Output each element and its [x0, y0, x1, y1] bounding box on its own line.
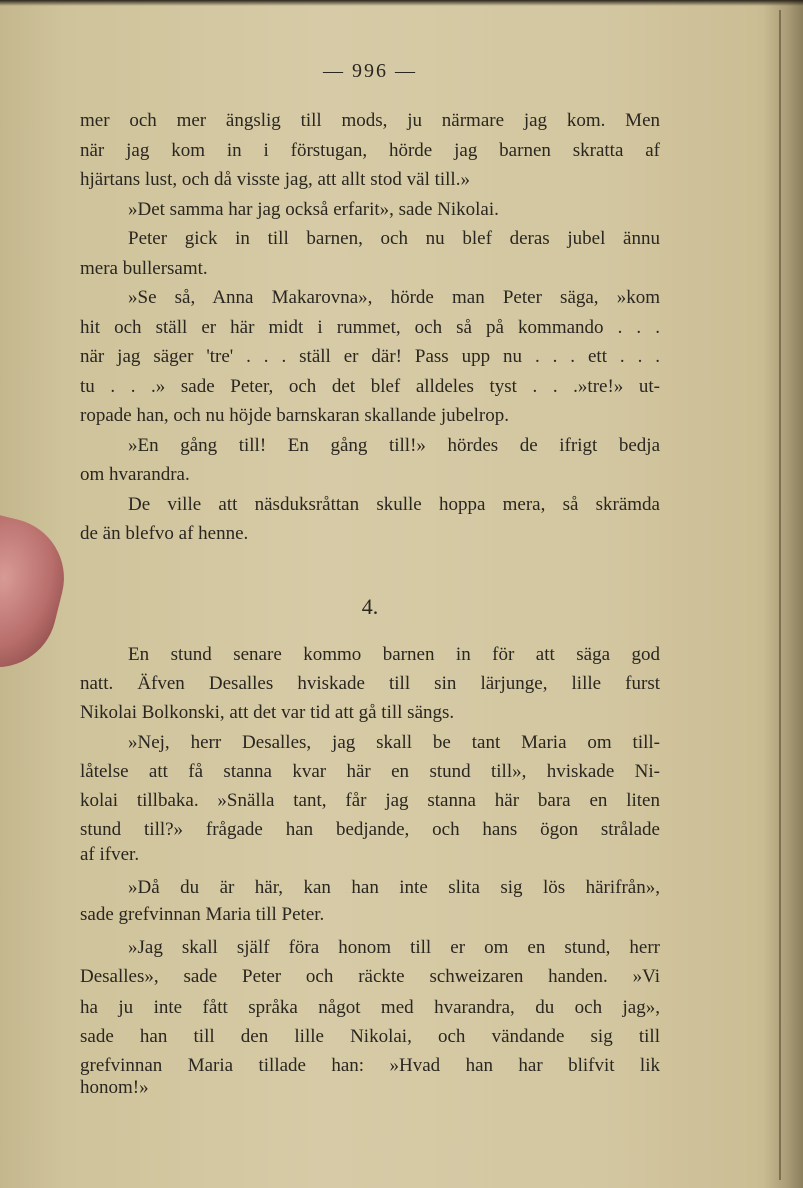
text-line: »Nej, herr Desalles, jag skall be tant Maria om till-: [128, 732, 660, 753]
text-line: Nikolai Bolkonski, att det var tid att gå till sängs.: [80, 702, 455, 723]
gutter-shadow: [763, 0, 803, 1188]
text-line: De ville att näsduksråttan skulle hoppa mera, så skrämda: [128, 494, 660, 515]
text-line: natt. Äfven Desalles hviskade till sin lärjunge, lille furst: [80, 673, 660, 694]
text-line: stund till?» frågade han bedjande, och hans ögon strålade: [80, 819, 660, 840]
text-line: mera bullersamt.: [80, 258, 208, 279]
text-line: ha ju inte fått språka något med hvarandra, du och jag»,: [80, 997, 660, 1018]
text-line: kolai tillbaka. »Snälla tant, får jag stanna här bara en liten: [80, 790, 660, 811]
text-line: »Det samma har jag också erfarit», sade Nikolai.: [128, 199, 499, 220]
page-top-edge: [0, 0, 803, 6]
section-heading: 4.: [361, 594, 379, 619]
text-line: om hvarandra.: [80, 464, 190, 485]
text-line: hit och ställ er här midt i rummet, och så på kommando . . .: [80, 317, 660, 338]
page-number: — 996 —: [323, 60, 417, 82]
text-line: »Då du är här, kan han inte slita sig lös härifrån»,: [128, 877, 660, 898]
text-line: hjärtans lust, och då visste jag, att allt stod väl till.»: [80, 169, 470, 190]
text-line: Peter gick in till barnen, och nu blef deras jubel ännu: [128, 228, 660, 249]
text-line: ropade han, och nu höjde barnskaran skallande jubelrop.: [80, 405, 509, 426]
binding-edge: [779, 10, 781, 1180]
text-line: »Jag skall själf föra honom till er om en stund, herr: [128, 937, 660, 958]
text-line: af ifver.: [80, 844, 140, 865]
text-line: låtelse att få stanna kvar här en stund till», hviskade Ni-: [80, 761, 660, 782]
text-line: sade han till den lille Nikolai, och vändande sig till: [80, 1026, 660, 1047]
text-line: de än blefvo af henne.: [80, 523, 249, 544]
text-line: Desalles», sade Peter och räckte schweizaren handen. »Vi: [80, 966, 660, 987]
text-line: sade grefvinnan Maria till Peter.: [80, 904, 325, 925]
text-line: »En gång till! En gång till!» hördes de ifrigt bedja: [128, 435, 660, 456]
text-line: när jag säger 'tre' . . . ställ er där! Pass upp nu . . . ett . . .: [80, 346, 660, 367]
text-line: tu . . .» sade Peter, och det blef alldeles tyst . . .»tre!» ut-: [80, 376, 660, 397]
text-line: när jag kom in i förstugan, hörde jag barnen skratta af: [80, 140, 660, 161]
text-line: honom!»: [80, 1077, 149, 1098]
text-line: En stund senare kommo barnen in för att säga god: [128, 644, 660, 665]
text-line: »Se så, Anna Makarovna», hörde man Peter säga, »kom: [128, 287, 660, 308]
text-line: mer och mer ängslig till mods, ju närmare jag kom. Men: [80, 110, 660, 131]
text-line: grefvinnan Maria tillade han: »Hvad han har blifvit lik: [80, 1055, 660, 1076]
